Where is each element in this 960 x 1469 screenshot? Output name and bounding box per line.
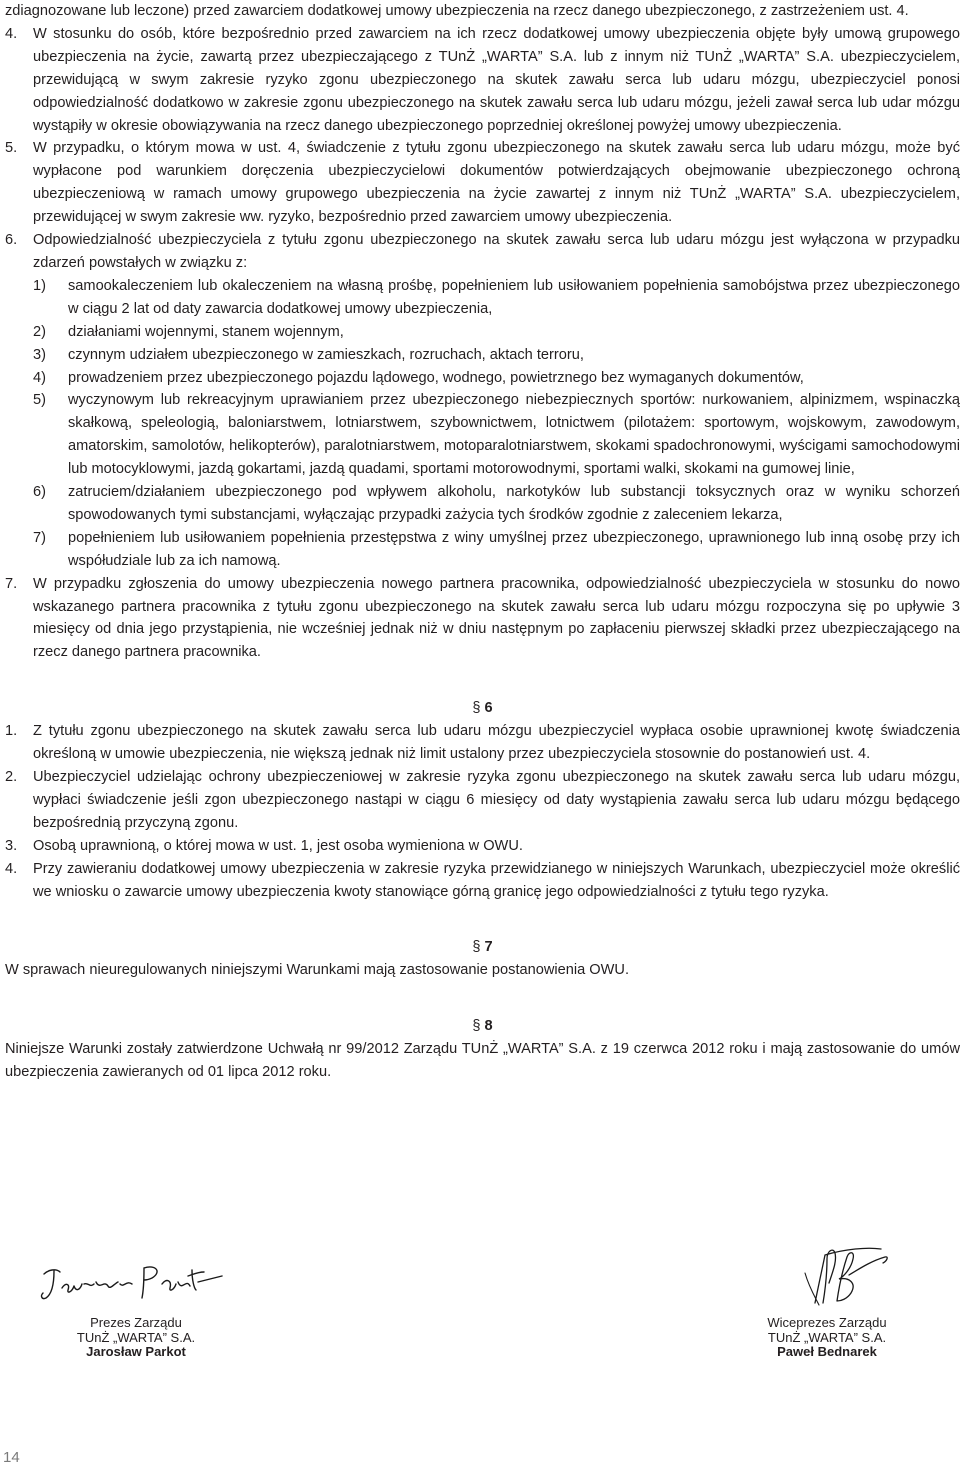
document-page bbox=[5, 0, 960, 1084]
subpoint-number: 3) bbox=[33, 346, 46, 363]
section-number: 7 bbox=[484, 939, 493, 956]
point-number: 5. bbox=[5, 140, 18, 157]
point-number: 4. bbox=[5, 25, 18, 42]
signatory-name: Paweł Bednarek bbox=[777, 1344, 877, 1359]
page-number: 14 bbox=[3, 1449, 20, 1466]
point-text: Przy zawieraniu dodatkowej umowy ubezpieczenia w zakresie ryzyka przewidzianego w niniejszych Warunkach, ubezpieczyciel może określić we wniosku o zawarcie umowy ubezpieczenia kwoty stanowiące górną granicę jego odpowiedzialności z tytułu tego ryzyka. bbox=[33, 860, 960, 900]
subpoint-text: popełnieniem lub usiłowaniem popełnienia przestępstwa z winy umyślnej przez ubezpieczonego, uprawnionego lub inną osobę przy ich współudziale lub za ich namową. bbox=[68, 529, 960, 569]
paragraph-sign: § bbox=[472, 1018, 481, 1035]
section-number: 6 bbox=[484, 700, 493, 717]
point-7 bbox=[5, 573, 960, 665]
point-4 bbox=[5, 23, 960, 138]
section-number: 8 bbox=[484, 1018, 493, 1035]
subpoint-text: wyczynowym lub rekreacyjnym uprawianiem przez ubezpieczonego niebezpiecznych sportów: nurkowaniem, alpinizmem, wspinaczką skałkową, speleologią, baloniarstwem, lotniarstwem, szybownictwem, lotnictwem (pilotażem: sportowym, wojskowym, zawodowym, amatorskim, samolotów, helikopterów), paralotniarstwem, motoparalotniarstwem, skokami spadochronowymi, wyścigami samochodowymi lub motocyklowymi, jazdą gokartami, jazdą quadami, sportami motorowodnymi, sportami walki, skokami na gumowej linie, bbox=[68, 392, 960, 478]
subpoint-number: 5) bbox=[33, 392, 46, 409]
subpoint-text: prowadzeniem przez ubezpieczonego pojazdu lądowego, wodnego, powietrznego bez wymaganych dokumentów, bbox=[68, 369, 804, 386]
signatory-role: Wiceprezes Zarządu bbox=[767, 1315, 887, 1330]
subpoint-2 bbox=[5, 321, 960, 344]
point-number: 2. bbox=[5, 769, 18, 785]
subpoint-3 bbox=[5, 344, 960, 367]
left-handwritten-signature bbox=[38, 1262, 228, 1312]
signatory-company: TUnŻ „WARTA” S.A. bbox=[76, 1329, 196, 1345]
section-6-heading bbox=[5, 697, 960, 720]
point-number: 4. bbox=[5, 860, 18, 877]
signatory-company: TUnŻ „WARTA” S.A. bbox=[767, 1329, 887, 1345]
s6-point-4 bbox=[5, 858, 960, 904]
section-7-heading bbox=[5, 936, 960, 959]
point-text: Odpowiedzialność ubezpieczyciela z tytułu zgonu ubezpieczonego na skutek zawału serca lub udaru mózgu jest wyłączona w przypadku zdarzeń powstałych w związku z: bbox=[33, 232, 960, 271]
subpoint-number: 6) bbox=[33, 484, 46, 501]
point-text: W stosunku do osób, które bezpośrednio przed zawarciem na ich rzecz dodatkowej umowy ubezpieczenia objęte były umową grupowego ubezpieczenia na życie, zawartą przez ubezpieczającego z TUnŻ „WARTA” S.A. lub z innym niż TUnŻ „WARTA” S.A. ubezpieczycielem, przewidującą w swym zakresie ryzyko zgonu ubezpieczonego na skutek zawału serca lub udaru mózgu, ubezpieczyciel ponosi odpowiedzialność dodatkowo w zakresie zgonu ubezpieczonego na skutek zawału serca lub udaru mózgu, jeżeli zawał serca lub udar mózgu wystąpiły w okresie obowiązywania na rzecz danego ubezpieczonego poprzedniej określonej powyżej umowy ubezpieczenia. bbox=[33, 25, 960, 134]
point-number: 3. bbox=[5, 837, 18, 854]
section-8-text: Niniejsze Warunki zostały zatwierdzone Uchwałą nr 99/2012 Zarządu TUnŻ „WARTA” S.A. z 19 czerwca 2012 roku i mają zastosowanie do umów ubezpieczenia zawieranych od 01 lipca 2012 roku. bbox=[5, 1041, 960, 1081]
intro-continuation: zdiagnozowane lub leczone) przed zawarciem dodatkowej umowy ubezpieczenia na rzecz danego ubezpieczonego, z zastrzeżeniem ust. 4. bbox=[5, 3, 909, 19]
s6-point-3 bbox=[5, 835, 960, 858]
point-text: Ubezpieczyciel udzielając ochrony ubezpieczeniowej w zakresie ryzyka zgonu ubezpieczonego na skutek zawału serca lub udaru mózgu, wypłaci świadczenie jeśli zgon ubezpieczonego nastąpi w ciągu 6 miesięcy od daty wystąpienia zawału serca lub udaru mózgu będącego bezpośrednią przyczyną zgonu. bbox=[33, 769, 960, 831]
section-8-heading bbox=[5, 1015, 960, 1038]
subpoint-6 bbox=[5, 481, 960, 527]
subpoint-number: 1) bbox=[33, 277, 46, 294]
point-6 bbox=[5, 229, 960, 275]
subpoint-4 bbox=[5, 367, 960, 390]
subpoint-number: 7) bbox=[33, 529, 46, 546]
point-text: W przypadku zgłoszenia do umowy ubezpieczenia nowego partnera pracownika, odpowiedzialność ubezpieczyciela w stosunku do nowo wskazanego partnera pracownika z tytułu zgonu ubezpieczonego na skutek zawału serca lub udaru mózgu rozpoczyna się po upływie 3 miesięcy od dnia jego przystąpienia, nie wcześniej jednak niż w dniu następnym po zapłaceniu pierwszej składki przez ubezpieczającego na rzecz danego partnera pracownika. bbox=[33, 575, 960, 661]
s6-point-2 bbox=[5, 766, 960, 835]
point-text: W przypadku, o którym mowa w ust. 4, świadczenie z tytułu zgonu ubezpieczonego na skutek zawału serca lub udaru mózgu, może być wypłacone pod warunkiem doręczenia ubezpieczycielowi dokumentów potwierdzających obejmowanie ubezpieczonego ochroną ubezpieczeniową w ramach umowy grupowego ubezpieczenia na życie zawartej z innym niż TUnŻ „WARTA” S.A. ubezpieczycielem, przewidującej w swym zakresie ww. ryzyko, bezpośrednio przed zawarciem umowy ubezpieczenia. bbox=[33, 140, 960, 226]
point-number: 7. bbox=[5, 575, 18, 592]
s6-point-1 bbox=[5, 720, 960, 766]
signatory-role: Prezes Zarządu bbox=[90, 1315, 182, 1330]
right-signature-block bbox=[752, 1316, 902, 1360]
point-number: 1. bbox=[5, 723, 18, 740]
subpoint-text: czynnym udziałem ubezpieczonego w zamieszkach, rozruchach, aktach terroru, bbox=[68, 346, 584, 363]
point-number: 6. bbox=[5, 232, 18, 249]
right-handwritten-signature bbox=[785, 1243, 905, 1313]
subpoint-text: samookaleczeniem lub okaleczeniem na własną prośbę, popełnieniem lub usiłowaniem popełnienia samobójstwa przez ubezpieczonego w ciągu 2 lat od daty zawarcia dodatkowej umowy ubezpieczenia, bbox=[68, 277, 960, 317]
signatory-name: Jarosław Parkot bbox=[86, 1344, 186, 1359]
subpoint-text: działaniami wojennymi, stanem wojennym, bbox=[68, 323, 344, 340]
point-text: Osobą uprawnioną, o której mowa w ust. 1, jest osoba wymieniona w OWU. bbox=[33, 837, 523, 854]
point-5 bbox=[5, 137, 960, 229]
subpoint-text: zatruciem/działaniem ubezpieczonego pod wpływem alkoholu, narkotyków lub substancji toksycznych oraz w wyniku schorzeń spowodowanych tymi substancjami, wyłączając przypadki zażycia tych środków zgodnie z zaleceniem lekarza, bbox=[68, 484, 960, 523]
left-signature-block bbox=[61, 1316, 211, 1360]
subpoint-5 bbox=[5, 389, 960, 481]
point-text: Z tytułu zgonu ubezpieczonego na skutek zawału serca lub udaru mózgu ubezpieczyciel wypłaca osobie uprawnionej kwotę świadczenia określoną w umowie ubezpieczenia, nie większą jednak niż limit ustalony przez ubezpieczyciela stosownie do postanowień ust. 4. bbox=[33, 723, 960, 763]
section-7-text: W sprawach nieuregulowanych niniejszymi Warunkami mają zastosowanie postanowienia OWU. bbox=[5, 962, 630, 979]
subpoint-number: 2) bbox=[33, 323, 46, 340]
subpoint-1 bbox=[5, 275, 960, 321]
subpoint-number: 4) bbox=[33, 369, 46, 386]
paragraph-sign: § bbox=[472, 939, 481, 956]
paragraph-sign: § bbox=[472, 700, 481, 717]
subpoint-7 bbox=[5, 527, 960, 573]
